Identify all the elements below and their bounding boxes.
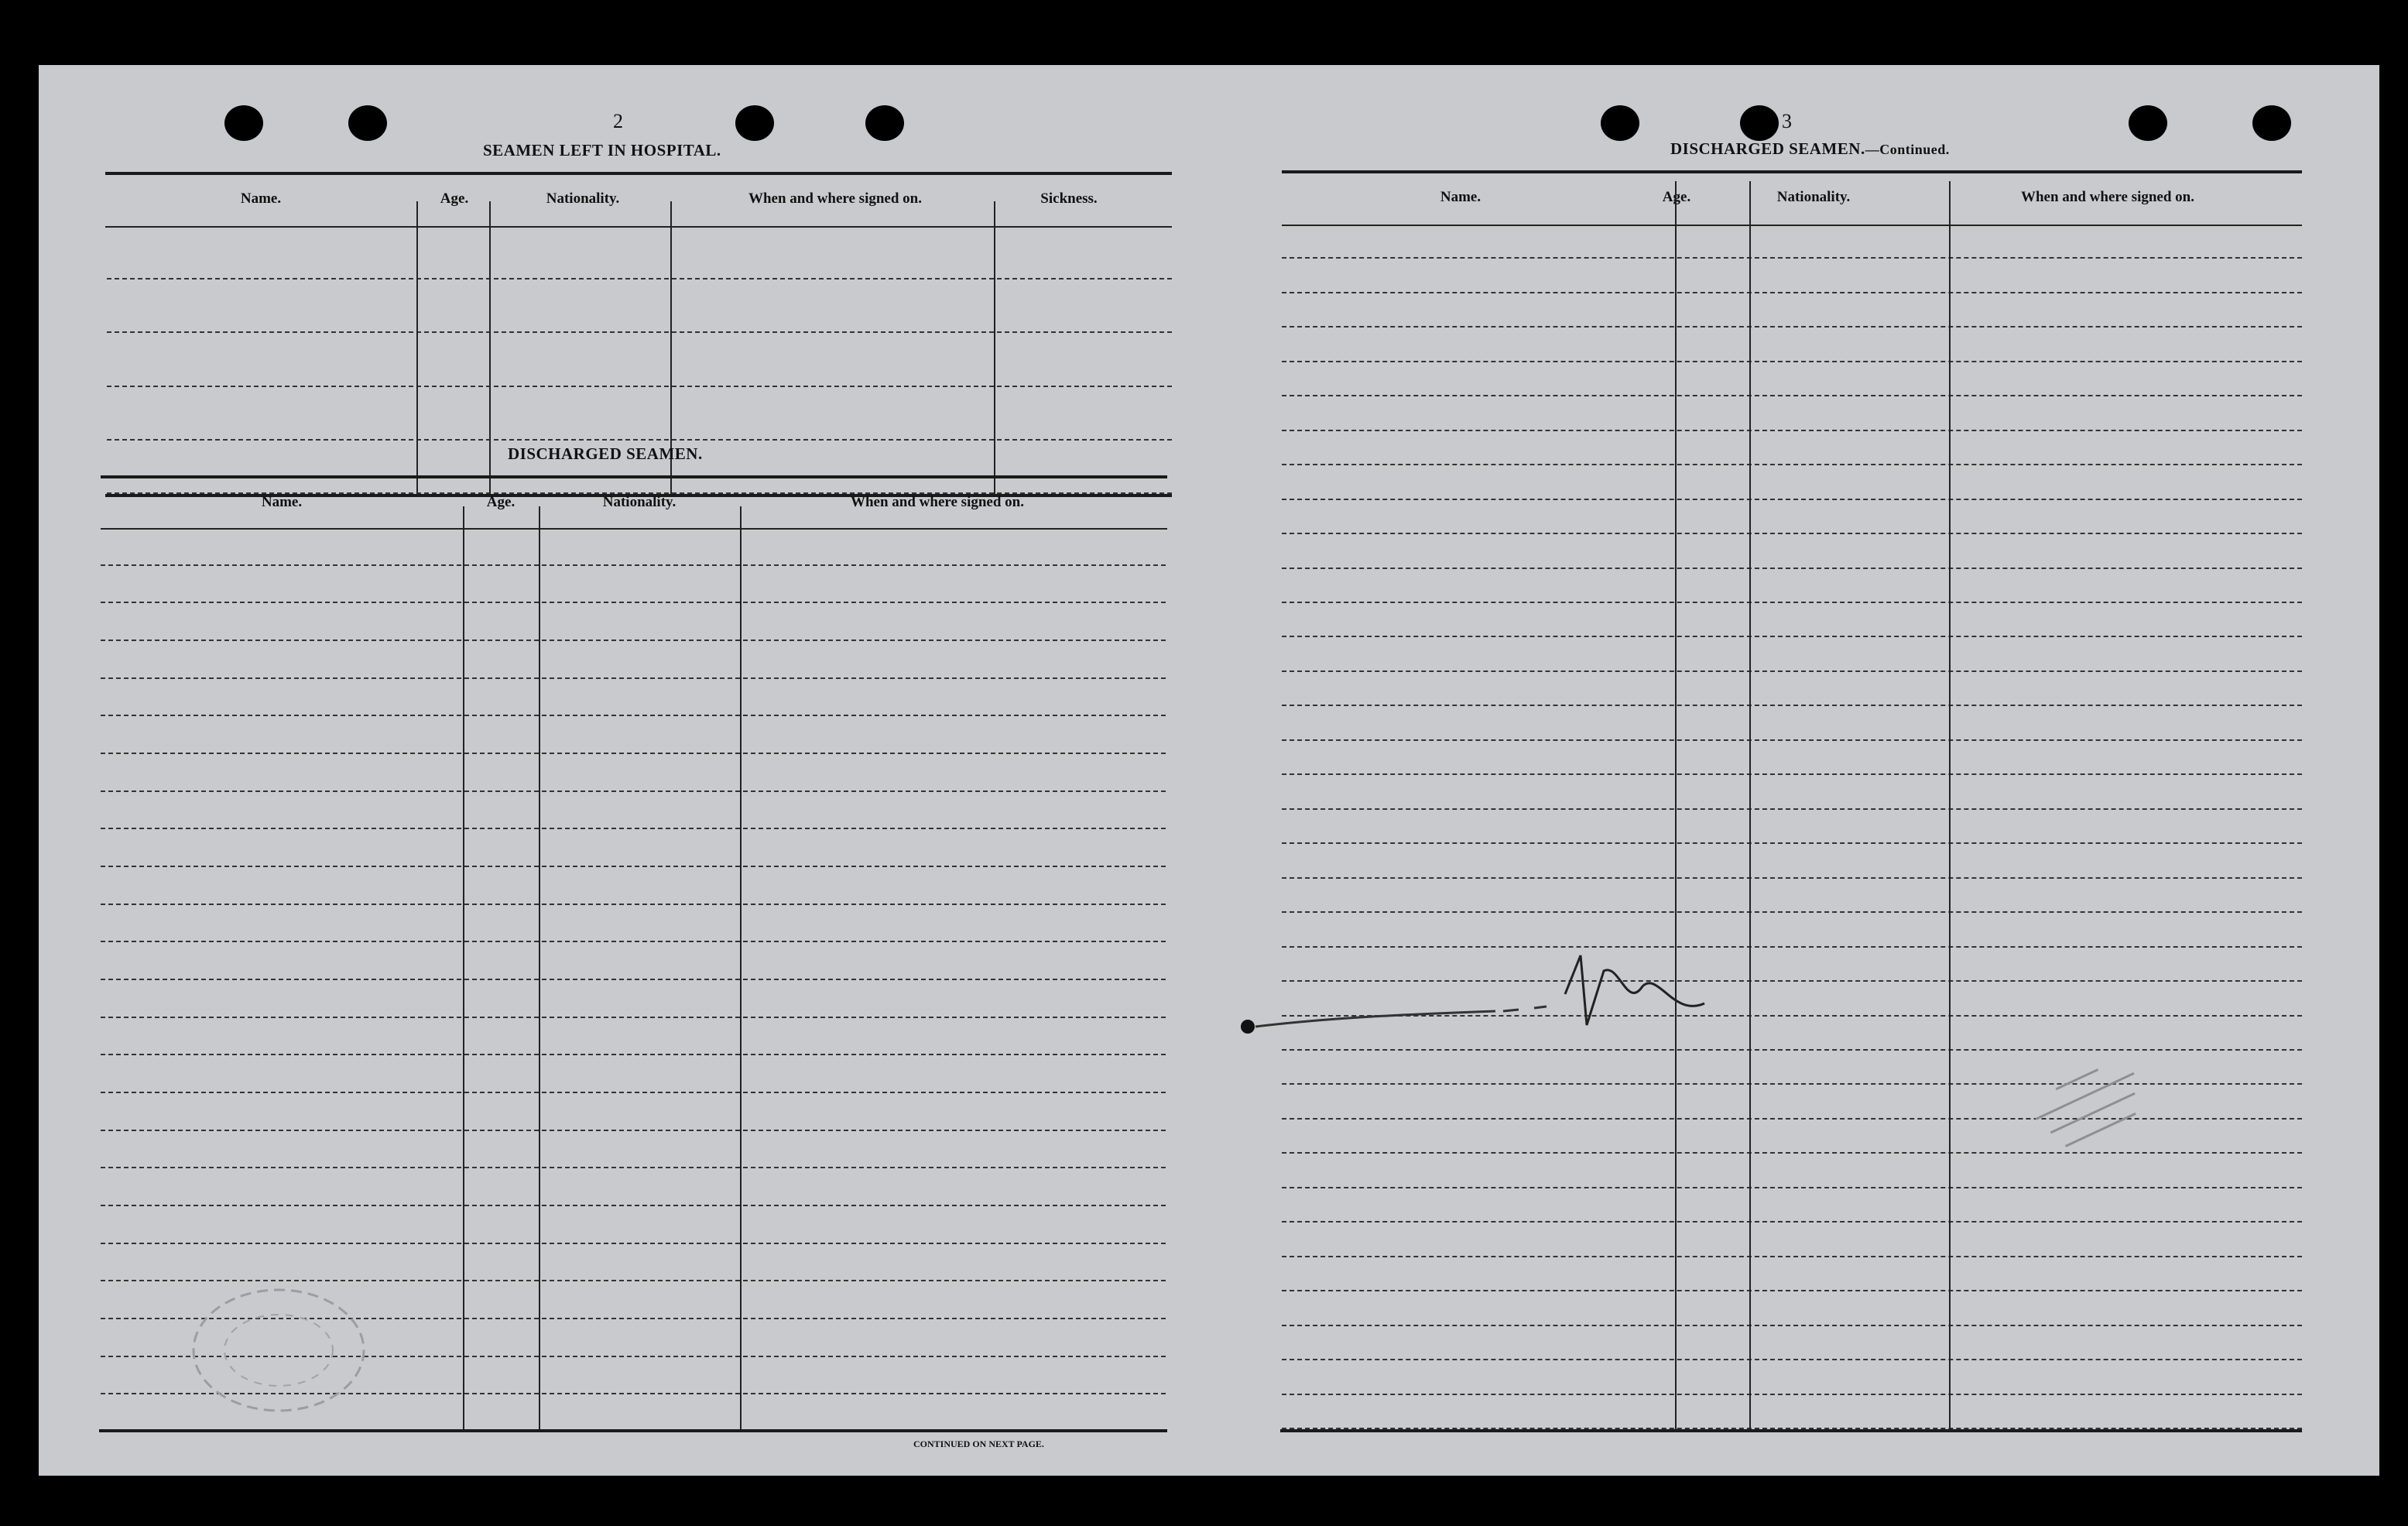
ruled-row-line — [1282, 1290, 2302, 1291]
column-divider — [1949, 181, 1951, 1431]
ruled-row-line — [1282, 842, 2302, 844]
table-top-rule — [101, 475, 1167, 478]
title-main: DISCHARGED SEAMEN. — [1670, 139, 1865, 158]
ruled-row-line — [1282, 636, 2302, 637]
ruled-row-line — [107, 386, 1172, 387]
column-header-age: Age. — [440, 190, 469, 207]
column-header-signed-on: When and where signed on. — [2020, 189, 2194, 205]
ruled-row-line — [101, 640, 1166, 641]
ruled-row-line — [107, 278, 1172, 279]
column-header-sickness: Sickness. — [1040, 190, 1098, 207]
left-page — [39, 65, 1209, 1476]
ruled-row-line — [101, 1017, 1166, 1018]
ruled-row-line — [101, 602, 1166, 603]
handwritten-scribble — [1240, 940, 1720, 1048]
column-divider — [740, 506, 742, 1432]
ruled-row-line — [101, 1243, 1166, 1244]
column-header-age: Age. — [1662, 189, 1691, 205]
table-top-rule — [1282, 170, 2302, 173]
faint-date-stamp — [2014, 1048, 2169, 1172]
ruled-row-line — [101, 904, 1166, 905]
hospital-section-title: SEAMEN LEFT IN HOSPITAL. — [483, 141, 721, 159]
discharged-section-title: DISCHARGED SEAMEN. — [508, 444, 703, 463]
table-bottom-rule — [1280, 1429, 2302, 1432]
column-header-signed-on: When and where signed on. — [850, 494, 1024, 510]
table-bottom-rule — [99, 1429, 1167, 1432]
ruled-row-line — [1282, 464, 2302, 465]
ruled-row-line — [101, 790, 1166, 792]
continued-note: CONTINUED ON NEXT PAGE. — [913, 1439, 1044, 1449]
ruled-row-line — [1282, 1187, 2302, 1188]
title-suffix: —Continued. — [1865, 142, 1950, 157]
ruled-row-line — [1282, 739, 2302, 741]
ruled-row-line — [1282, 1359, 2302, 1360]
ruled-row-line — [101, 941, 1166, 942]
ruled-row-line — [101, 1205, 1166, 1206]
ruled-row-line — [1282, 361, 2302, 362]
ruled-row-line — [1282, 602, 2302, 603]
table-top-rule — [105, 172, 1172, 175]
ruled-row-line — [1282, 808, 2302, 810]
ruled-row-line — [101, 866, 1166, 867]
ruled-row-line — [101, 828, 1166, 829]
scanned-document — [39, 65, 2379, 1476]
column-divider — [539, 506, 540, 1432]
ruled-row-line — [1282, 1221, 2302, 1223]
column-header-nationality: Nationality. — [1776, 189, 1851, 205]
ruled-row-line — [1282, 1325, 2302, 1326]
faint-postmark-stamp — [178, 1273, 379, 1428]
ruled-row-line — [1282, 1394, 2302, 1395]
ruled-row-line — [1282, 705, 2302, 706]
ruled-row-line — [101, 979, 1166, 980]
column-header-nationality: Nationality. — [602, 494, 677, 510]
ruled-row-line — [101, 564, 1166, 566]
column-header-name: Name. — [240, 190, 282, 207]
column-divider — [416, 201, 418, 494]
column-header-name: Name. — [261, 494, 303, 510]
column-header-nationality: Nationality. — [546, 190, 620, 207]
column-divider — [489, 201, 491, 494]
column-divider — [463, 506, 464, 1432]
ruled-row-line — [1282, 430, 2302, 431]
right-page — [1209, 65, 2379, 1476]
right-table-rows — [1282, 225, 2302, 1429]
ruled-row-line — [101, 1167, 1166, 1168]
page-number: 2 — [613, 110, 623, 132]
ruled-row-line — [101, 1130, 1166, 1131]
column-header-age: Age. — [486, 494, 516, 510]
ruled-row-line — [1282, 292, 2302, 293]
ruled-row-line — [1282, 326, 2302, 327]
ruled-row-line — [101, 1054, 1166, 1055]
column-header-name: Name. — [1440, 189, 1481, 205]
ruled-row-line — [1282, 773, 2302, 775]
ruled-row-line — [107, 331, 1172, 333]
ruled-row-line — [1282, 568, 2302, 569]
ruled-row-line — [1282, 911, 2302, 913]
ruled-row-line — [101, 715, 1166, 716]
column-header-signed-on: When and where signed on. — [748, 190, 922, 207]
ruled-row-line — [1282, 533, 2302, 534]
ruled-row-line — [1282, 499, 2302, 500]
ruled-row-line — [1282, 670, 2302, 672]
page-number: 3 — [1782, 110, 1792, 132]
ruled-row-line — [101, 753, 1166, 754]
ruled-row-line — [1282, 877, 2302, 879]
column-divider — [1749, 181, 1751, 1431]
ruled-row-line — [1282, 1256, 2302, 1257]
column-divider — [994, 201, 995, 494]
column-divider — [1675, 181, 1677, 1431]
ruled-row-line — [107, 439, 1172, 441]
ruled-row-line — [101, 677, 1166, 679]
ruled-row-line — [1282, 257, 2302, 259]
ruled-row-line — [101, 1092, 1166, 1093]
discharged-continued-title — [1670, 139, 1950, 159]
ruled-row-line — [1282, 395, 2302, 396]
